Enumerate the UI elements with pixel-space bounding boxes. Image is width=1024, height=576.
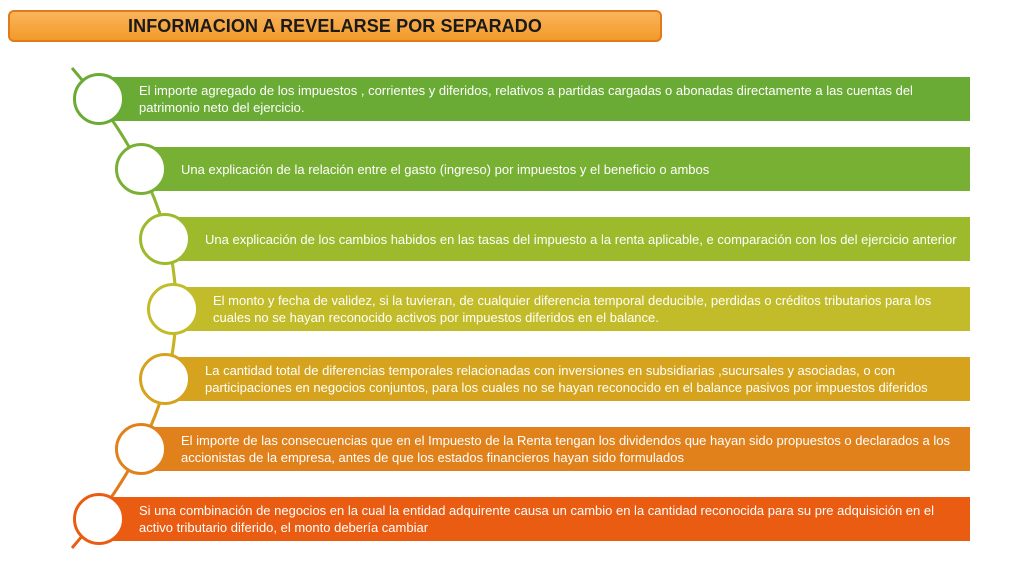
item-marker-circle-7 — [73, 493, 125, 545]
item-marker-circle-3 — [139, 213, 191, 265]
item-text-4: El monto y fecha de validez, si la tuvieran, de cualquier diferencia temporal deducible, perdidas o créditos tributarios para los cuales no se hayan reconocido activos por impuestos diferidos en el balance. — [213, 293, 932, 325]
item-marker-circle-1 — [73, 73, 125, 125]
item-marker-circle-2 — [115, 143, 167, 195]
item-text-2: Una explicación de la relación entre el gasto (ingreso) por impuestos y el beneficio o ambos — [181, 161, 710, 177]
item-text-3: Una explicación de los cambios habidos en las tasas del impuesto a la renta aplicable, e comparación con los del ejercicio anterior — [205, 231, 957, 247]
item-bar-4 — [170, 287, 970, 331]
item-marker-circle-6 — [115, 423, 167, 475]
page-title: INFORMACION A REVELARSE POR SEPARADO — [128, 15, 542, 36]
item-bar-3 — [162, 217, 970, 261]
item-bar-1 — [96, 77, 970, 121]
item-bar-2 — [138, 147, 970, 191]
item-bar-5 — [162, 357, 970, 401]
item-marker-circle-4 — [147, 283, 199, 335]
item-marker-circle-5 — [139, 353, 191, 405]
item-text-7: Si una combinación de negocios en la cual la entidad adquirente causa un cambio en la cantidad reconocida para su pre adquisición en el activo tributario diferido, el monto debería cambiar — [139, 503, 934, 535]
item-text-6: El importe de las consecuencias que en el Impuesto de la Renta tengan los dividendos que hayan sido propuestos o declarados a los accionistas de la empresa, antes de que los estados financieros hayan sido formulados — [181, 433, 950, 465]
item-bar-6 — [138, 427, 970, 471]
item-bar-7 — [96, 497, 970, 541]
item-text-5: La cantidad total de diferencias temporales relacionadas con inversiones en subsidiarias ,sucursales y asociadas, o con participaciones en negocios conjuntos, para los cuales no se hayan reconocido en el balance pasivos por impuestos diferidos — [205, 363, 928, 395]
item-text-1: El importe agregado de los impuestos , corrientes y diferidos, relativos a partidas cargadas o abonadas directamente a las cuentas del patrimonio neto del ejercicio. — [139, 83, 913, 115]
